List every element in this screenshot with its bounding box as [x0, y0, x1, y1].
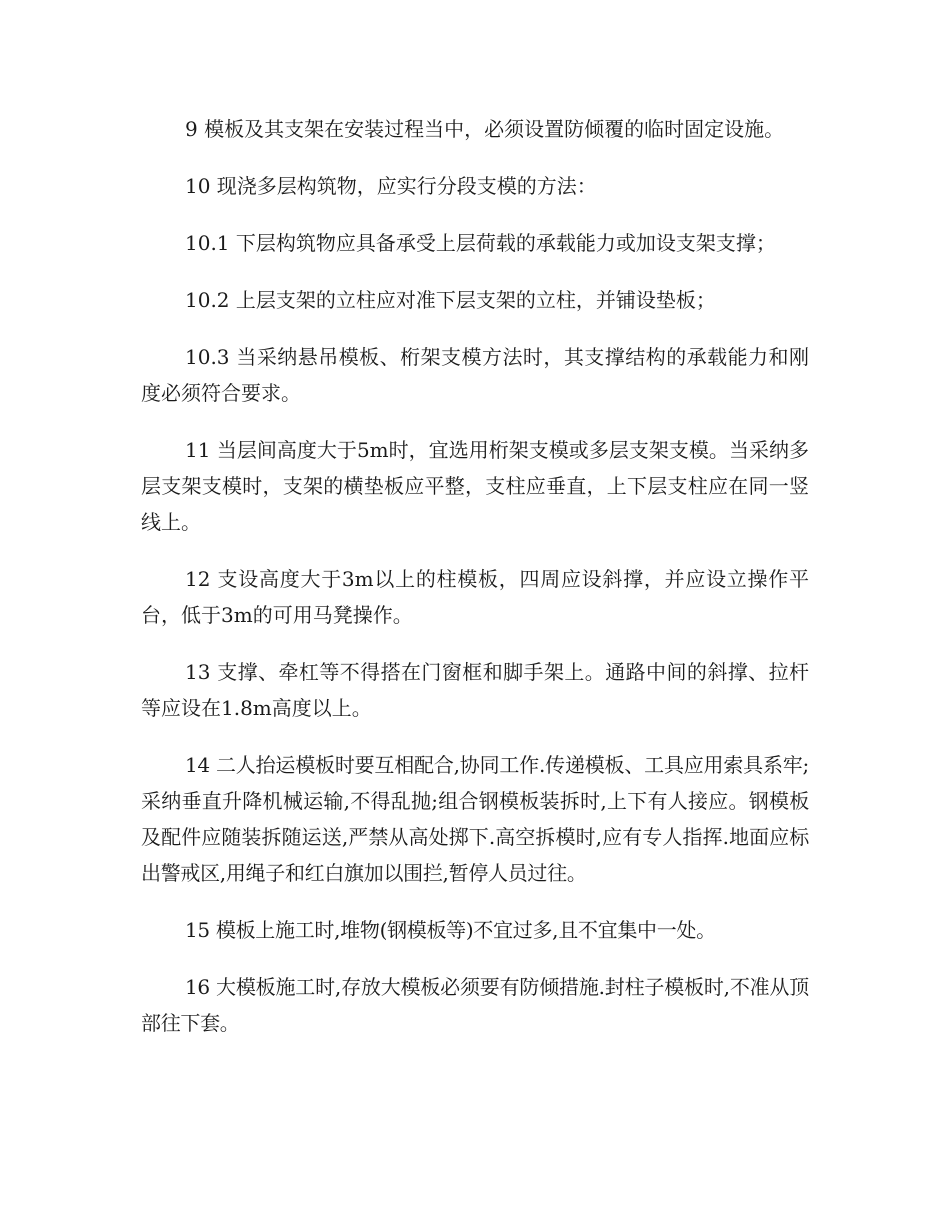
paragraph-13: 13 支撑、牵杠等不得搭在门窗框和脚手架上。通路中间的斜撑、拉杆等应设在1.8m高度以上。 [141, 660, 809, 720]
paragraph-10-1: 10.1 下层构筑物应具备承受上层荷载的承载能力或加设支架支撑； [185, 231, 776, 255]
paragraph-15: 15 模板上施工时,堆物(钢模板等)不宜过多,且不宜集中一处。 [185, 918, 716, 942]
paragraph-11: 11 当层间高度大于5m时，宜选用桁架支模或多层支架支模。当采纳多层支架支模时，支架的横垫板应平整，支柱应垂直，上下层支柱应在同一竖线上。 [141, 438, 809, 534]
paragraph-10: 10 现浇多层构筑物，应实行分段支模的方法： [185, 174, 597, 198]
paragraph-9: 9 模板及其支架在安装过程当中，必须设置防倾覆的临时固定设施。 [185, 117, 785, 141]
paragraph-16: 16 大模板施工时,存放大模板必须要有防倾措施.封柱子模板时,不准从顶部往下套。 [141, 975, 809, 1035]
paragraph-10-2: 10.2 上层支架的立柱应对准下层支架的立柱，并铺设垫板； [185, 288, 716, 312]
document-body [141, 111, 809, 1062]
paragraph-10-3: 10.3 当采纳悬吊模板、桁架支模方法时，其支撑结构的承载能力和刚度必须符合要求。 [141, 345, 809, 405]
paragraph-12: 12 支设高度大于3m以上的柱模板，四周应设斜撑，并应设立操作平台，低于3m的可用马凳操作。 [141, 567, 809, 627]
paragraph-14: 14 二人抬运模板时要互相配合,协同工作.传递模板、工具应用索具系牢;采纳垂直升降机械运输,不得乱抛;组合钢模板装拆时,上下有人接应。钢模板及配件应随装拆随运送,严禁从高处掷下.高空拆模时,应有专人指挥.地面应标出警戒区,用绳子和红白旗加以围拦,暂停人员过往。 [141, 753, 809, 885]
